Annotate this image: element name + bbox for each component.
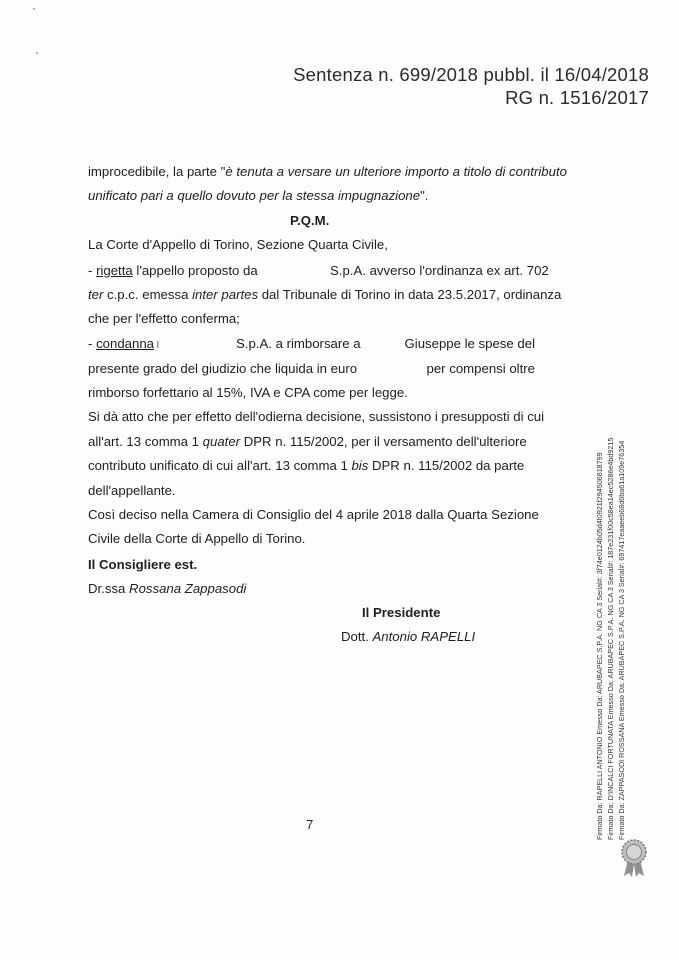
scan-speck	[36, 52, 38, 54]
digital-signature-line: Firmato Da: D'INCALCI FORTUNATA Emesso Da: ARUBAPEC S.P.A. NG CA 3 Serial#: 187e231f00c58ea14ec5286e4bd9215	[606, 437, 615, 840]
body-line-1: improcedibile, la parte "è tenuta a versare un ulteriore importo a titolo di contributo	[88, 164, 567, 179]
rigetta-line: - rigetta l'appello proposto da S.p.A. avverso l'ordinanza ex art. 702	[88, 263, 549, 278]
body-line-2: unificato pari a quello dovuto per la stessa impugnazione".	[88, 188, 429, 203]
consigliere-name: Dr.ssa Rossana Zappasodi	[88, 581, 247, 596]
atto-line-4: dell'appellante.	[88, 483, 176, 498]
scan-speck	[33, 8, 35, 10]
atto-line-1: Si dà atto che per effetto dell'odierna decisione, sussistono i presupposti di cui	[88, 409, 545, 424]
digital-signature-line: Firmato Da: ZAPPASODI ROSSANA Emesso Da: ARUBAPEC S.P.A. NG CA 3 Serial#: 697417eaaeeb68d6ba61a109e76354	[617, 440, 626, 840]
digital-signature-line: Firmato Da: RAPELLI ANTONIO Emesso Da: ARUBAPEC S.P.A. NG CA 3 Serial#: 3f74e0124b05d4f0921f294506818799	[595, 452, 604, 840]
presidente-name: Dott. Antonio RAPELLI	[341, 629, 476, 644]
liquida-line: presente grado del giudizio che liquida in euro per compensi oltre	[88, 361, 535, 376]
condanna-line: - condanna ı S.p.A. a rimborsare a Giuseppe le spese del	[88, 336, 535, 351]
atto-line-3: contributo unificato di cui all'art. 13 comma 1 bis DPR n. 115/2002 da parte	[88, 458, 525, 473]
consigliere-title: Il Consigliere est.	[88, 557, 198, 572]
presidente-title: Il Presidente	[362, 605, 441, 620]
page-number: 7	[306, 817, 314, 832]
deciso-line-1: Così deciso nella Camera di Consiglio del 4 aprile 2018 dalla Quarta Sezione	[88, 507, 539, 522]
corte-line: La Corte d'Appello di Torino, Sezione Quarta Civile,	[88, 237, 388, 252]
rimborso-line: rimborso forfettario al 15%, IVA e CPA come per legge.	[88, 385, 408, 400]
digital-signature-block	[594, 430, 654, 840]
ter-line: ter c.p.c. emessa inter partes dal Tribunale di Torino in data 23.5.2017, ordinanza	[88, 287, 562, 302]
seal-icon	[618, 838, 650, 878]
pqm-heading: P.Q.M.	[290, 213, 330, 228]
rg-number: RG n. 1516/2017	[505, 87, 649, 108]
atto-line-2: all'art. 13 comma 1 quater DPR n. 115/2002, per il versamento dell'ulteriore	[88, 434, 527, 449]
sentenza-number: Sentenza n. 699/2018 pubbl. il 16/04/2018	[293, 64, 649, 85]
deciso-line-2: Civile della Corte di Appello di Torino.	[88, 531, 306, 546]
conferma-line: che per l'effetto conferma;	[88, 311, 240, 326]
